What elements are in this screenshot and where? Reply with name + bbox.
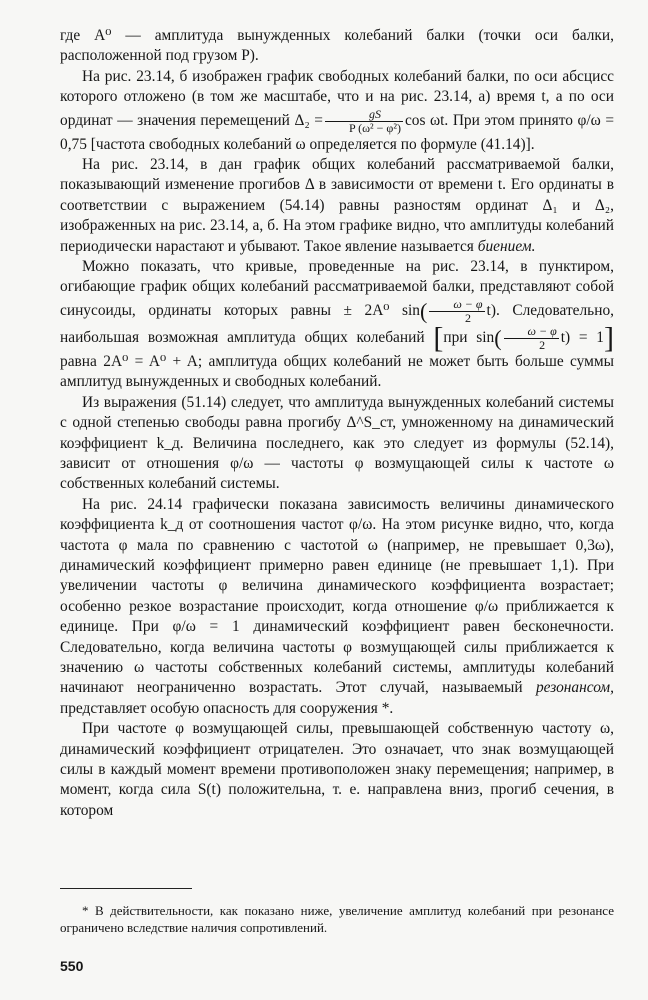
footnote-divider (60, 888, 192, 889)
open-paren-2: ( (494, 325, 502, 351)
paragraph-6 (60, 495, 614, 719)
fraction-denominator: 2 (539, 337, 546, 352)
p2-text-a: На рис. 23.14, б изображен график свободных колебаний балки, по оси абсцисс которого отложено (в том же масштабе, что и на рис. 23.14, а) время t, а по оси ординат — значения перемещений Δ₂ = (60, 67, 614, 129)
open-bracket: [ (433, 321, 444, 355)
fraction-denominator: 2 (464, 310, 471, 325)
fraction-numerator: gS (325, 108, 403, 122)
p4-text-b: t). Следовательно, наибольшая возможная амплитуда общих колебаний (60, 301, 614, 346)
p4-bracket-text: при sin (443, 328, 495, 346)
fraction-omega-phi-2 (504, 325, 559, 352)
fraction-gS (325, 108, 403, 135)
p6-text-a: На рис. 24.14 графически показана зависимость величины динамического коэффициента k_д от соотношения частот φ/ω. На этом рисунке видно, что, когда частота φ мала по сравнению с частотой ω (например, не превышает 0,3ω), динамический коэффициент примерно равен единице (не превышает 1,1). При увеличении частоты φ величина динамического коэффициента возрастает; особенно резкое возрастание происходит, когда отношение φ/ω приближается к единице. При φ/ω = 1 динамический коэффициент равен бесконечности. Следовательно, когда величина частоты φ возмущающей силы приближается к значению ω частоты собственных колебаний системы, амплитуды колебаний начинают неограниченно возрастать. Этот случай, называемый (60, 495, 614, 697)
paragraph-7: При частоте φ возмущающей силы, превышающей собственную частоту ω, динамический коэффициент отрицателен. Это означает, что знак возмущающей силы в каждый момент времени противоположен знаку перемещения; например, в момент, когда сила S(t) положительна, т. е. направлена вниз, прогиб сечения, в котором (60, 720, 614, 819)
paragraph-2 (60, 67, 614, 155)
main-text (60, 26, 614, 821)
p2-text-b: cos ωt. При этом принято φ/ω = 0,75 [частота свободных колебаний ω определяется по формуле (41.14)]. (60, 111, 614, 153)
fraction-denominator: P (ω² − φ²) (348, 120, 401, 135)
open-paren: ( (420, 298, 428, 324)
paragraph-4 (60, 257, 614, 393)
fraction-numerator: ω − φ (429, 298, 484, 312)
paragraph-3 (60, 155, 614, 257)
term-beats: биением. (477, 237, 536, 255)
close-bracket: ] (604, 321, 614, 355)
footnote: * В действительности, как показано ниже, увеличение амплитуд колебаний при резонансе ограничено вследствие наличия сопротивлений. (60, 903, 614, 935)
paragraph-5: Из выражения (51.14) следует, что амплитуда вынужденных колебаний системы с одной степенью свободы равна прогибу Δ^S_ст, умноженному на динамический коэффициент k_д. Величина последнего, как это следует из формулы (52.14), зависит от отношения φ/ω — частоты φ возмущающей силы к частоте ω собственных колебаний системы. (60, 393, 614, 493)
fraction-numerator: ω − φ (504, 325, 559, 339)
term-resonance: резонансом, (535, 679, 614, 697)
p6-text-b: представляет особую опасность для сооружения *. (60, 699, 394, 717)
p4-text-d: равна 2A⁰ = A⁰ + A; амплитуда общих колебаний не может быть больше суммы амплитуд вынужденных и свободных колебаний. (60, 352, 614, 391)
page-number: 550 (60, 958, 84, 974)
p4-text-c: t) = 1 (560, 328, 604, 346)
p4-text-a: Можно показать, что кривые, проведенные на рис. 23.14, в пунктиром, огибающие график общих колебаний рассматриваемой балки, представляют собой синусоиды, ординаты которых равны ± 2A⁰ sin (60, 258, 614, 319)
p3-text: На рис. 23.14, в дан график общих колебаний рассматриваемой балки, показывающий изменение прогибов Δ в зависимости от времени t. Его ординаты в соответствии с выражением (54.14) равны разностям ординат Δ₁ и Δ₂, изображенных на рис. 23.14, а, б. На этом графике видно, что амплитуды колебаний периодически нарастают и убывают. Такое явление называется (60, 156, 614, 255)
paragraph-1: где A⁰ — амплитуда вынужденных колебаний балки (точки оси балки, расположенной под грузом P). (60, 27, 614, 65)
